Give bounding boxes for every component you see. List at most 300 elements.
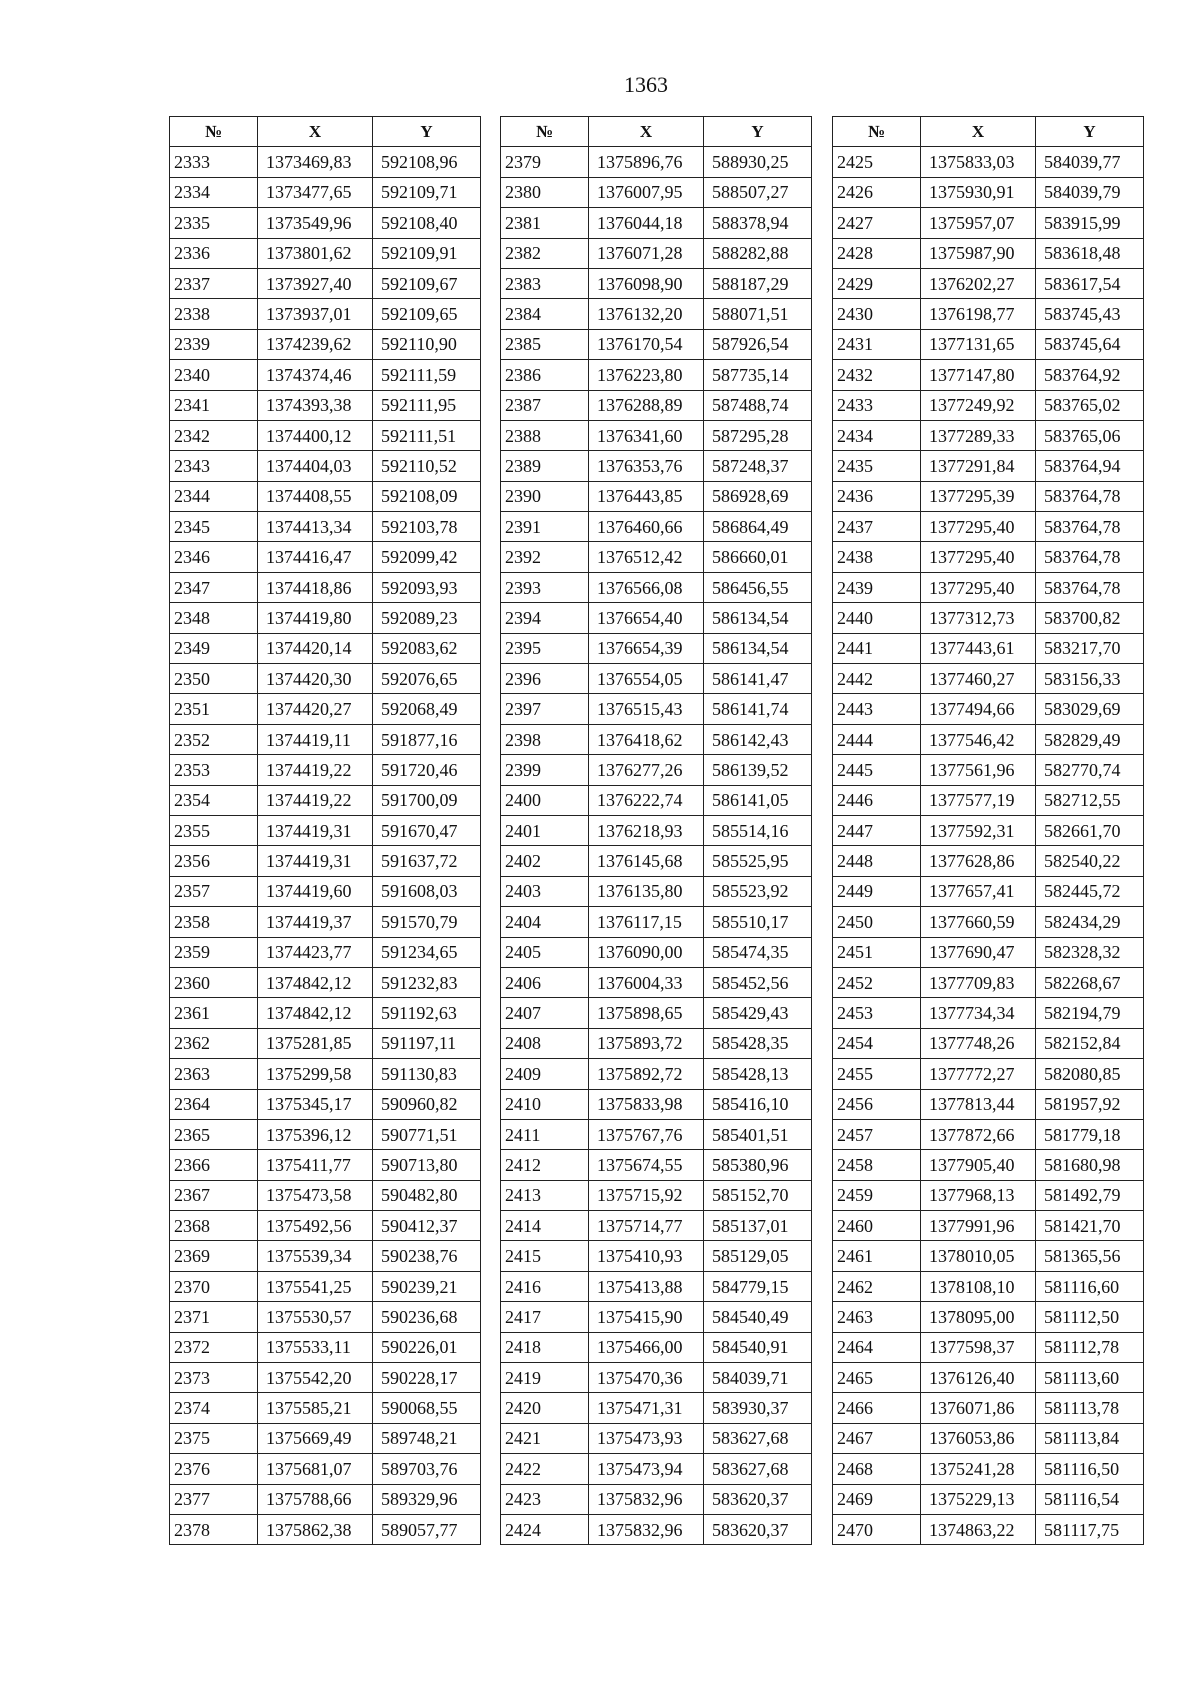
cell-x: 1375987,90 — [921, 238, 1036, 268]
cell-number: 2387 — [501, 390, 589, 420]
cell-x: 1377289,33 — [921, 420, 1036, 450]
cell-x: 1375473,93 — [589, 1423, 704, 1453]
table-row — [833, 390, 1144, 420]
coordinates-table-2 — [500, 116, 812, 1545]
cell-y: 592089,23 — [373, 603, 481, 633]
cell-x: 1377748,26 — [921, 1028, 1036, 1058]
cell-x: 1376654,39 — [589, 633, 704, 663]
cell-y: 588187,29 — [704, 268, 812, 298]
table-row — [833, 724, 1144, 754]
table-row — [170, 512, 481, 542]
cell-x: 1377147,80 — [921, 360, 1036, 390]
cell-number: 2390 — [501, 481, 589, 511]
cell-x: 1376007,95 — [589, 177, 704, 207]
table-row — [170, 147, 481, 177]
cell-x: 1375229,13 — [921, 1484, 1036, 1514]
cell-number: 2428 — [833, 238, 921, 268]
cell-number: 2341 — [170, 390, 258, 420]
cell-y: 584540,91 — [704, 1332, 812, 1362]
cell-y: 585452,56 — [704, 967, 812, 997]
cell-number: 2334 — [170, 177, 258, 207]
cell-x: 1375585,21 — [258, 1393, 373, 1423]
table-row — [501, 876, 812, 906]
cell-y: 585152,70 — [704, 1180, 812, 1210]
header-y: Y — [704, 117, 812, 147]
cell-y: 591877,16 — [373, 724, 481, 754]
cell-x: 1374393,38 — [258, 390, 373, 420]
cell-number: 2388 — [501, 420, 589, 450]
table-row — [501, 998, 812, 1028]
cell-y: 581116,54 — [1036, 1484, 1144, 1514]
table-row — [170, 238, 481, 268]
cell-number: 2464 — [833, 1332, 921, 1362]
cell-number: 2434 — [833, 420, 921, 450]
header-number: № — [501, 117, 589, 147]
cell-x: 1375896,76 — [589, 147, 704, 177]
cell-number: 2419 — [501, 1363, 589, 1393]
table-header-row — [170, 117, 481, 147]
cell-y: 583217,70 — [1036, 633, 1144, 663]
cell-x: 1373549,96 — [258, 208, 373, 238]
cell-y: 592083,62 — [373, 633, 481, 663]
table-row — [501, 603, 812, 633]
cell-number: 2393 — [501, 572, 589, 602]
cell-x: 1374420,27 — [258, 694, 373, 724]
cell-number: 2431 — [833, 329, 921, 359]
cell-number: 2404 — [501, 907, 589, 937]
cell-number: 2380 — [501, 177, 589, 207]
cell-y: 591720,46 — [373, 755, 481, 785]
cell-y: 586660,01 — [704, 542, 812, 572]
cell-y: 583764,94 — [1036, 451, 1144, 481]
cell-x: 1375893,72 — [589, 1028, 704, 1058]
cell-x: 1376117,15 — [589, 907, 704, 937]
table-row — [833, 1363, 1144, 1393]
cell-number: 2447 — [833, 815, 921, 845]
cell-number: 2411 — [501, 1119, 589, 1149]
cell-x: 1376341,60 — [589, 420, 704, 450]
table-row — [833, 1180, 1144, 1210]
cell-y: 586864,49 — [704, 512, 812, 542]
cell-y: 585525,95 — [704, 846, 812, 876]
cell-x: 1378108,10 — [921, 1271, 1036, 1301]
cell-number: 2358 — [170, 907, 258, 937]
cell-x: 1375471,31 — [589, 1393, 704, 1423]
table-row — [501, 390, 812, 420]
cell-number: 2415 — [501, 1241, 589, 1271]
cell-y: 588282,88 — [704, 238, 812, 268]
cell-number: 2344 — [170, 481, 258, 511]
cell-x: 1375411,77 — [258, 1150, 373, 1180]
table-row — [501, 420, 812, 450]
cell-x: 1373477,65 — [258, 177, 373, 207]
table-row — [170, 1454, 481, 1484]
table-row — [833, 1484, 1144, 1514]
cell-number: 2430 — [833, 299, 921, 329]
cell-y: 583764,78 — [1036, 542, 1144, 572]
cell-x: 1375396,12 — [258, 1119, 373, 1149]
cell-x: 1374408,55 — [258, 481, 373, 511]
table-body — [170, 147, 481, 1545]
cell-x: 1376460,66 — [589, 512, 704, 542]
cell-number: 2414 — [501, 1211, 589, 1241]
cell-number: 2372 — [170, 1332, 258, 1362]
cell-x: 1377690,47 — [921, 937, 1036, 967]
cell-y: 592109,91 — [373, 238, 481, 268]
cell-x: 1376004,33 — [589, 967, 704, 997]
cell-number: 2423 — [501, 1484, 589, 1514]
cell-number: 2456 — [833, 1089, 921, 1119]
cell-number: 2351 — [170, 694, 258, 724]
cell-number: 2361 — [170, 998, 258, 1028]
cell-x: 1376098,90 — [589, 268, 704, 298]
cell-number: 2355 — [170, 815, 258, 845]
table-row — [170, 1150, 481, 1180]
cell-number: 2386 — [501, 360, 589, 390]
header-y: Y — [373, 117, 481, 147]
cell-number: 2379 — [501, 147, 589, 177]
cell-y: 583700,82 — [1036, 603, 1144, 633]
table-row — [501, 664, 812, 694]
cell-x: 1376044,18 — [589, 208, 704, 238]
cell-y: 585401,51 — [704, 1119, 812, 1149]
cell-x: 1374416,47 — [258, 542, 373, 572]
cell-x: 1377494,66 — [921, 694, 1036, 724]
cell-number: 2394 — [501, 603, 589, 633]
cell-x: 1377295,40 — [921, 572, 1036, 602]
cell-number: 2461 — [833, 1241, 921, 1271]
cell-y: 583764,92 — [1036, 360, 1144, 390]
cell-x: 1374374,46 — [258, 360, 373, 390]
cell-x: 1375714,77 — [589, 1211, 704, 1241]
cell-x: 1377295,40 — [921, 542, 1036, 572]
cell-x: 1374423,77 — [258, 937, 373, 967]
cell-y: 592111,95 — [373, 390, 481, 420]
cell-x: 1378095,00 — [921, 1302, 1036, 1332]
table-row — [170, 1332, 481, 1362]
cell-number: 2360 — [170, 967, 258, 997]
cell-y: 590482,80 — [373, 1180, 481, 1210]
cell-x: 1376515,43 — [589, 694, 704, 724]
cell-number: 2448 — [833, 846, 921, 876]
cell-x: 1376145,68 — [589, 846, 704, 876]
cell-x: 1375832,96 — [589, 1514, 704, 1544]
table-row — [170, 846, 481, 876]
cell-y: 591637,72 — [373, 846, 481, 876]
cell-number: 2349 — [170, 633, 258, 663]
cell-y: 587488,74 — [704, 390, 812, 420]
cell-x: 1375415,90 — [589, 1302, 704, 1332]
header-y: Y — [1036, 117, 1144, 147]
cell-number: 2408 — [501, 1028, 589, 1058]
coordinates-table-1 — [169, 116, 481, 1545]
cell-y: 588507,27 — [704, 177, 812, 207]
cell-y: 582152,84 — [1036, 1028, 1144, 1058]
cell-x: 1375473,58 — [258, 1180, 373, 1210]
cell-number: 2421 — [501, 1423, 589, 1453]
cell-x: 1376071,86 — [921, 1393, 1036, 1423]
cell-y: 592109,67 — [373, 268, 481, 298]
cell-x: 1374419,31 — [258, 815, 373, 845]
cell-number: 2345 — [170, 512, 258, 542]
table-row — [833, 420, 1144, 450]
table-row — [170, 694, 481, 724]
cell-number: 2370 — [170, 1271, 258, 1301]
table-row — [170, 299, 481, 329]
cell-y: 583745,64 — [1036, 329, 1144, 359]
cell-number: 2383 — [501, 268, 589, 298]
table-row — [501, 907, 812, 937]
cell-y: 582540,22 — [1036, 846, 1144, 876]
cell-x: 1377872,66 — [921, 1119, 1036, 1149]
table-row — [501, 1302, 812, 1332]
cell-number: 2439 — [833, 572, 921, 602]
cell-x: 1375862,38 — [258, 1514, 373, 1544]
table-row — [833, 876, 1144, 906]
cell-x: 1376277,26 — [589, 755, 704, 785]
cell-y: 583620,37 — [704, 1514, 812, 1544]
cell-y: 590236,68 — [373, 1302, 481, 1332]
table-row — [833, 238, 1144, 268]
cell-y: 591608,03 — [373, 876, 481, 906]
table-header-row — [501, 117, 812, 147]
table-row — [170, 785, 481, 815]
cell-y: 583617,54 — [1036, 268, 1144, 298]
cell-y: 590713,80 — [373, 1150, 481, 1180]
cell-x: 1374420,14 — [258, 633, 373, 663]
cell-y: 591197,11 — [373, 1028, 481, 1058]
table-row — [501, 815, 812, 845]
cell-y: 584039,77 — [1036, 147, 1144, 177]
cell-x: 1375542,20 — [258, 1363, 373, 1393]
cell-number: 2395 — [501, 633, 589, 663]
table-row — [501, 1180, 812, 1210]
cell-number: 2417 — [501, 1302, 589, 1332]
table-body — [833, 147, 1144, 1545]
cell-y: 592108,96 — [373, 147, 481, 177]
cell-x: 1375541,25 — [258, 1271, 373, 1301]
cell-y: 591234,65 — [373, 937, 481, 967]
table-row — [833, 785, 1144, 815]
cell-x: 1375539,34 — [258, 1241, 373, 1271]
table-row — [501, 846, 812, 876]
cell-y: 581779,18 — [1036, 1119, 1144, 1149]
cell-number: 2450 — [833, 907, 921, 937]
table-row — [501, 451, 812, 481]
cell-x: 1377598,37 — [921, 1332, 1036, 1362]
cell-x: 1375669,49 — [258, 1423, 373, 1453]
table-row — [833, 1028, 1144, 1058]
cell-y: 582268,67 — [1036, 967, 1144, 997]
cell-y: 581113,78 — [1036, 1393, 1144, 1423]
cell-y: 582661,70 — [1036, 815, 1144, 845]
table-row — [833, 1271, 1144, 1301]
table-row — [833, 268, 1144, 298]
coordinates-table-3 — [832, 116, 1144, 1545]
cell-y: 591130,83 — [373, 1059, 481, 1089]
table-row — [170, 603, 481, 633]
table-row — [170, 755, 481, 785]
table-row — [501, 572, 812, 602]
cell-x: 1377991,96 — [921, 1211, 1036, 1241]
cell-number: 2455 — [833, 1059, 921, 1089]
cell-number: 2356 — [170, 846, 258, 876]
cell-number: 2429 — [833, 268, 921, 298]
cell-number: 2445 — [833, 755, 921, 785]
cell-y: 582194,79 — [1036, 998, 1144, 1028]
cell-x: 1375892,72 — [589, 1059, 704, 1089]
cell-y: 585474,35 — [704, 937, 812, 967]
cell-number: 2470 — [833, 1514, 921, 1544]
cell-y: 589329,96 — [373, 1484, 481, 1514]
table-row — [833, 967, 1144, 997]
cell-y: 583620,37 — [704, 1484, 812, 1514]
cell-x: 1376090,00 — [589, 937, 704, 967]
cell-y: 588378,94 — [704, 208, 812, 238]
table-row — [170, 208, 481, 238]
table-row — [833, 177, 1144, 207]
table-row — [501, 1028, 812, 1058]
cell-y: 592068,49 — [373, 694, 481, 724]
cell-x: 1375492,56 — [258, 1211, 373, 1241]
cell-number: 2350 — [170, 664, 258, 694]
table-row — [833, 1119, 1144, 1149]
cell-x: 1376288,89 — [589, 390, 704, 420]
table-row — [501, 177, 812, 207]
cell-x: 1376512,42 — [589, 542, 704, 572]
cell-x: 1373801,62 — [258, 238, 373, 268]
cell-y: 590238,76 — [373, 1241, 481, 1271]
cell-y: 592110,90 — [373, 329, 481, 359]
table-row — [833, 329, 1144, 359]
cell-x: 1375473,94 — [589, 1454, 704, 1484]
cell-y: 588071,51 — [704, 299, 812, 329]
cell-y: 583627,68 — [704, 1423, 812, 1453]
table-row — [170, 1211, 481, 1241]
cell-number: 2339 — [170, 329, 258, 359]
cell-x: 1377131,65 — [921, 329, 1036, 359]
cell-number: 2363 — [170, 1059, 258, 1089]
cell-y: 583764,78 — [1036, 572, 1144, 602]
table-row — [833, 299, 1144, 329]
cell-y: 583915,99 — [1036, 208, 1144, 238]
cell-x: 1376223,80 — [589, 360, 704, 390]
cell-y: 592093,93 — [373, 572, 481, 602]
table-row — [170, 1302, 481, 1332]
cell-y: 581680,98 — [1036, 1150, 1144, 1180]
cell-y: 582445,72 — [1036, 876, 1144, 906]
cell-x: 1377295,39 — [921, 481, 1036, 511]
cell-number: 2465 — [833, 1363, 921, 1393]
table-row — [170, 420, 481, 450]
cell-y: 586134,54 — [704, 633, 812, 663]
cell-y: 584039,71 — [704, 1363, 812, 1393]
cell-x: 1376132,20 — [589, 299, 704, 329]
cell-y: 582829,49 — [1036, 724, 1144, 754]
cell-y: 582770,74 — [1036, 755, 1144, 785]
table-row — [833, 1089, 1144, 1119]
table-row — [170, 329, 481, 359]
table-row — [170, 360, 481, 390]
cell-number: 2354 — [170, 785, 258, 815]
cell-number: 2426 — [833, 177, 921, 207]
cell-number: 2409 — [501, 1059, 589, 1089]
cell-x: 1374419,31 — [258, 846, 373, 876]
cell-y: 586141,05 — [704, 785, 812, 815]
cell-x: 1377772,27 — [921, 1059, 1036, 1089]
cell-y: 586141,47 — [704, 664, 812, 694]
table-row — [833, 815, 1144, 845]
cell-y: 582712,55 — [1036, 785, 1144, 815]
table-row — [501, 147, 812, 177]
table-row — [170, 1059, 481, 1089]
table-row — [170, 633, 481, 663]
table-row — [170, 451, 481, 481]
cell-y: 586139,52 — [704, 755, 812, 785]
cell-number: 2407 — [501, 998, 589, 1028]
table-row — [170, 998, 481, 1028]
table-row — [501, 694, 812, 724]
cell-number: 2396 — [501, 664, 589, 694]
cell-x: 1374842,12 — [258, 967, 373, 997]
table-row — [170, 1119, 481, 1149]
cell-number: 2402 — [501, 846, 589, 876]
cell-x: 1375898,65 — [589, 998, 704, 1028]
table-row — [833, 1211, 1144, 1241]
table-row — [833, 1302, 1144, 1332]
table-row — [833, 542, 1144, 572]
cell-y: 585428,35 — [704, 1028, 812, 1058]
cell-number: 2427 — [833, 208, 921, 238]
cell-number: 2457 — [833, 1119, 921, 1149]
table-row — [501, 1211, 812, 1241]
table-row — [501, 1271, 812, 1301]
cell-number: 2400 — [501, 785, 589, 815]
header-number: № — [833, 117, 921, 147]
cell-y: 584779,15 — [704, 1271, 812, 1301]
cell-x: 1376654,40 — [589, 603, 704, 633]
cell-number: 2343 — [170, 451, 258, 481]
cell-x: 1376222,74 — [589, 785, 704, 815]
cell-number: 2432 — [833, 360, 921, 390]
cell-number: 2422 — [501, 1454, 589, 1484]
cell-y: 587295,28 — [704, 420, 812, 450]
cell-x: 1376135,80 — [589, 876, 704, 906]
cell-y: 590960,82 — [373, 1089, 481, 1119]
cell-y: 590412,37 — [373, 1211, 481, 1241]
cell-x: 1377660,59 — [921, 907, 1036, 937]
cell-number: 2348 — [170, 603, 258, 633]
cell-number: 2333 — [170, 147, 258, 177]
cell-y: 591670,47 — [373, 815, 481, 845]
cell-x: 1376170,54 — [589, 329, 704, 359]
table-row — [833, 664, 1144, 694]
table-row — [501, 1393, 812, 1423]
table-row — [170, 1393, 481, 1423]
cell-number: 2453 — [833, 998, 921, 1028]
table-row — [501, 1484, 812, 1514]
cell-number: 2371 — [170, 1302, 258, 1332]
table-row — [501, 724, 812, 754]
table-row — [170, 177, 481, 207]
cell-x: 1376418,62 — [589, 724, 704, 754]
cell-y: 589703,76 — [373, 1454, 481, 1484]
table-row — [501, 481, 812, 511]
table-row — [833, 1150, 1144, 1180]
cell-y: 586928,69 — [704, 481, 812, 511]
cell-x: 1374419,22 — [258, 755, 373, 785]
table-row — [170, 1514, 481, 1544]
